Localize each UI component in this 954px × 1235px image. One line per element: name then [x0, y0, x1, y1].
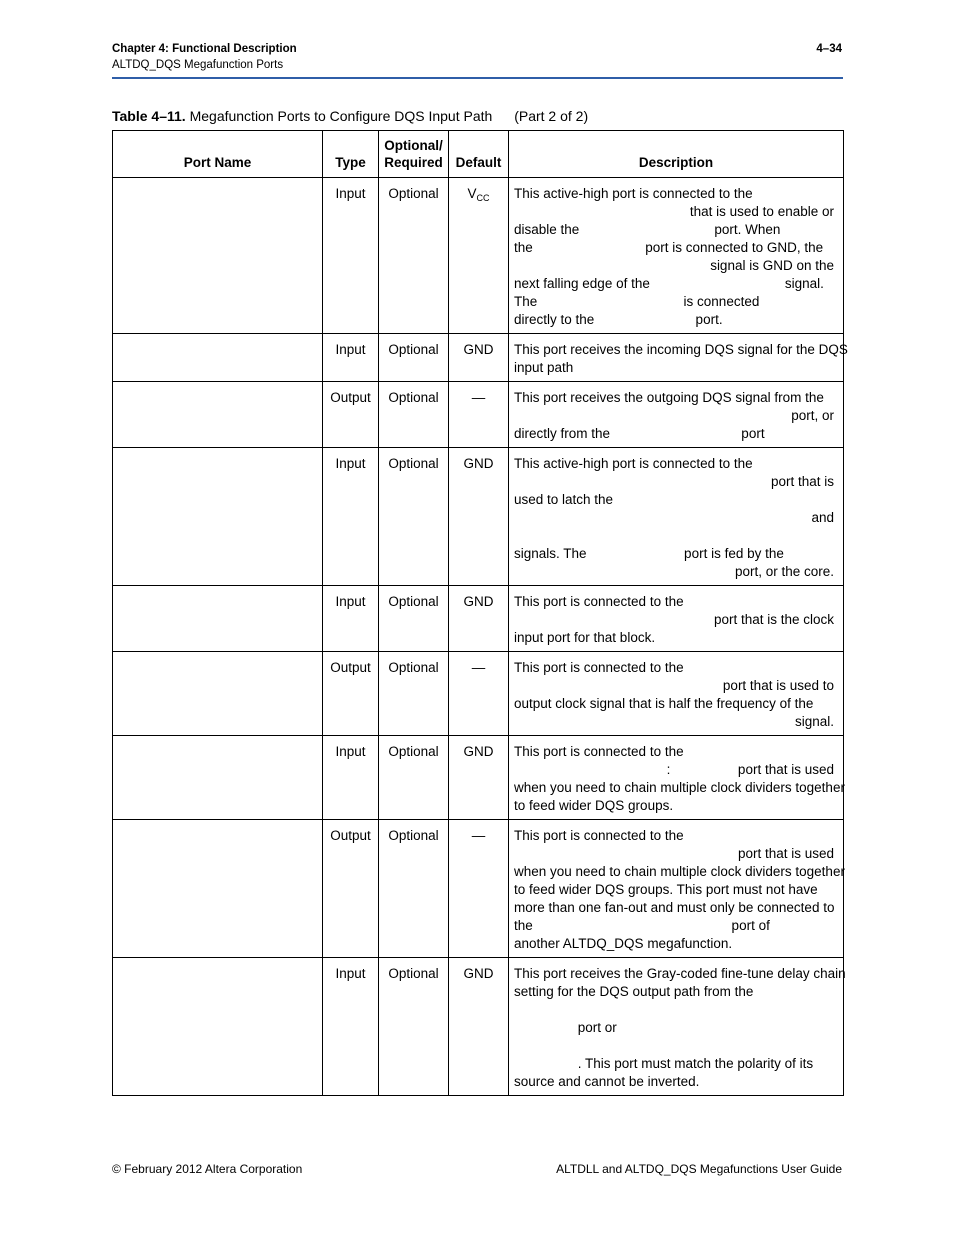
optional-required-cell: Optional	[379, 448, 449, 586]
description-line: input path	[514, 360, 574, 375]
table-caption-label: Table 4–11.	[112, 108, 186, 124]
port-type-cell: Output	[323, 382, 379, 448]
default-value: GND	[463, 342, 494, 357]
description-line: port that is used	[737, 846, 834, 861]
description-line: another ALTDQ_DQS megafunction.	[514, 936, 733, 951]
description-line: setting for the DQS output path from the	[514, 984, 754, 999]
port-name-cell	[113, 334, 323, 382]
description-line: signals. The port is fed by the	[514, 546, 784, 561]
optional-required-cell: Optional	[379, 820, 449, 958]
default-value: GND	[463, 966, 494, 981]
description-line: port, or the core.	[734, 564, 834, 579]
description-cell	[509, 334, 848, 382]
description-line: This active-high port is connected to the	[514, 186, 753, 201]
description-line: This port is connected to the	[514, 660, 684, 675]
description-line: This port receives the incoming DQS signal for the DQS	[514, 342, 848, 357]
description-line	[514, 1037, 838, 1055]
default-cell	[449, 586, 509, 652]
table-header-row	[113, 131, 844, 178]
port-name-cell	[113, 820, 323, 958]
default-value: GND	[463, 594, 494, 609]
description-line: the port is connected to GND, the	[514, 240, 824, 255]
description-line: The is connected	[514, 294, 760, 309]
port-name-cell	[113, 448, 323, 586]
table-row	[113, 448, 844, 586]
description-line: the port of	[514, 918, 770, 933]
description-line: port, or	[791, 408, 834, 423]
description-cell	[509, 382, 844, 448]
port-name-cell	[113, 586, 323, 652]
port-type-cell: Output	[323, 652, 379, 736]
description-cell	[509, 820, 844, 958]
description-line: when you need to chain multiple clock dividers together	[514, 780, 845, 795]
column-header-optional-required: Optional/ Required	[379, 131, 449, 178]
table-row	[113, 652, 844, 736]
port-type-cell: Input	[323, 586, 379, 652]
footer-copyright: © February 2012 Altera Corporation	[112, 1162, 303, 1176]
description-cell	[509, 736, 844, 820]
description-line: used to latch the	[514, 492, 614, 507]
table-row	[113, 382, 844, 448]
column-header-type: Type	[323, 131, 379, 178]
description-line	[514, 1001, 838, 1019]
port-type-cell: Output	[323, 820, 379, 958]
port-type-cell: Input	[323, 334, 379, 382]
column-header-port-name: Port Name	[113, 131, 323, 178]
port-name-cell	[113, 382, 323, 448]
port-type-cell: Input	[323, 178, 379, 334]
table-row	[113, 820, 844, 958]
description-line: This port is connected to the	[514, 828, 684, 843]
description-line: . This port must match the polarity of its	[514, 1056, 814, 1071]
description-cell	[509, 958, 844, 1096]
default-cell	[449, 652, 509, 736]
default-value: —	[471, 660, 486, 675]
description-line: directly to the port.	[514, 312, 723, 327]
description-line: directly from the port	[514, 426, 765, 441]
description-line: port that is used to	[722, 678, 834, 693]
description-line: This port receives the Gray-coded fine-tune delay chain	[514, 966, 846, 981]
default-value: —	[471, 828, 486, 843]
port-type-cell: Input	[323, 736, 379, 820]
description-line: to feed wider DQS groups.	[514, 798, 674, 813]
description-cell	[509, 178, 844, 334]
table-row	[113, 736, 844, 820]
default-cell	[449, 736, 509, 820]
description-line: signal is GND on the	[710, 258, 834, 273]
description-line: next falling edge of the signal.	[514, 276, 824, 291]
description-line: input port for that block.	[514, 630, 656, 645]
column-header-description: Description	[509, 131, 844, 178]
optional-required-cell: Optional	[379, 652, 449, 736]
description-line: more than one fan-out and must only be connected to	[514, 900, 835, 915]
page-number: 4–34	[816, 43, 842, 55]
port-name-cell	[113, 652, 323, 736]
description-line: port that is	[770, 474, 834, 489]
footer-guide-title: ALTDLL and ALTDQ_DQS Megafunctions User Guide	[556, 1162, 842, 1176]
default-value-subscript: CC	[476, 193, 490, 203]
description-line: source and cannot be inverted.	[514, 1074, 700, 1089]
table-caption-part: (Part 2 of 2)	[514, 108, 589, 124]
port-name-cell	[113, 736, 323, 820]
description-line: This port is connected to the	[514, 744, 684, 759]
description-line: that is used to enable or	[689, 204, 834, 219]
description-cell	[509, 652, 844, 736]
port-type-cell: Input	[323, 448, 379, 586]
optional-required-cell: Optional	[379, 178, 449, 334]
table-row	[113, 178, 844, 334]
default-value: GND	[463, 744, 494, 759]
table-row	[113, 586, 844, 652]
description-line: This port receives the outgoing DQS signal from the	[514, 390, 824, 405]
description-line: disable the port. When	[514, 222, 781, 237]
port-name-cell	[113, 958, 323, 1096]
default-cell	[449, 334, 509, 382]
description-cell	[509, 448, 844, 586]
description-line: port or	[514, 1020, 617, 1035]
description-line: : port that is used	[666, 762, 834, 777]
description-line: This active-high port is connected to the	[514, 456, 753, 471]
default-cell	[449, 958, 509, 1096]
description-line: This port is connected to the	[514, 594, 684, 609]
port-name-cell	[113, 178, 323, 334]
optional-required-cell: Optional	[379, 958, 449, 1096]
description-line: port that is the clock	[713, 612, 834, 627]
description-cell	[509, 586, 844, 652]
chapter-heading: Chapter 4: Functional Description	[112, 43, 297, 55]
description-line: and	[811, 510, 834, 525]
section-heading: ALTDQ_DQS Megafunction Ports	[112, 59, 284, 71]
column-header-default: Default	[449, 131, 509, 178]
default-value: GND	[463, 456, 494, 471]
optional-required-cell: Optional	[379, 382, 449, 448]
optional-required-cell: Optional	[379, 334, 449, 382]
default-value: V	[467, 186, 477, 201]
description-line: output clock signal that is half the frequency of the	[514, 696, 814, 711]
description-line: when you need to chain multiple clock dividers together	[514, 864, 845, 879]
description-line: signal.	[794, 714, 834, 729]
default-value: —	[471, 390, 486, 405]
table-caption	[112, 108, 588, 124]
default-cell	[449, 382, 509, 448]
description-line: to feed wider DQS groups. This port must not have	[514, 882, 818, 897]
header-rule	[112, 77, 843, 79]
table-row	[113, 334, 844, 382]
description-line	[514, 527, 838, 545]
port-type-cell: Input	[323, 958, 379, 1096]
optional-required-cell: Optional	[379, 736, 449, 820]
table-caption-title: Megafunction Ports to Configure DQS Input Path	[189, 108, 493, 124]
optional-required-cell: Optional	[379, 586, 449, 652]
default-cell	[449, 448, 509, 586]
default-cell	[449, 820, 509, 958]
ports-table	[112, 130, 848, 1096]
table-row	[113, 958, 844, 1096]
default-cell	[449, 178, 509, 334]
